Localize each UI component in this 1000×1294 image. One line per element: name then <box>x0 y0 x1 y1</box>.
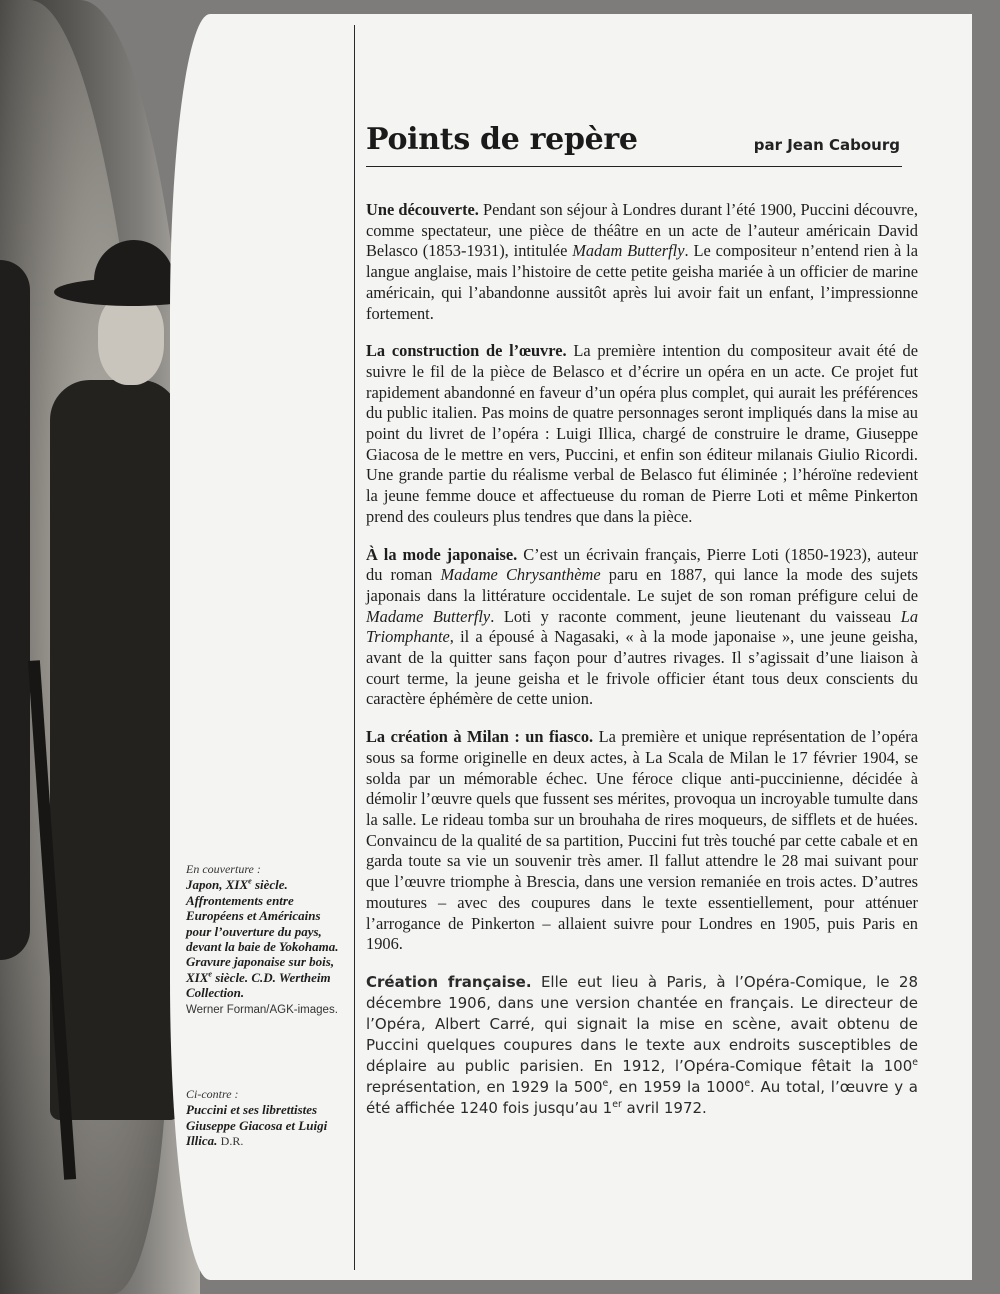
text-run: Japon, XIX <box>186 877 249 893</box>
superscript: e <box>744 1077 751 1089</box>
caption-cover <box>186 862 344 1018</box>
caption-label: Ci-contre : <box>186 1087 239 1101</box>
text-run: . Au total, l’œuvre y a été affichée 1240 fois jusqu’au 1 <box>366 1077 918 1117</box>
page-title: Points de repère <box>366 122 638 157</box>
section-lead: À la mode japonaise. <box>366 544 518 564</box>
superscript: e <box>208 969 212 979</box>
photograph-puccini-librettists <box>0 0 168 1294</box>
section-paragraph <box>366 727 918 955</box>
column-divider <box>354 25 355 1270</box>
text-run: . Loti y raconte comment, jeune lieutenant du vaisseau <box>490 606 901 626</box>
section-lead: Création française. <box>366 972 532 991</box>
photo-coat <box>50 380 180 1120</box>
section-paragraph <box>366 972 918 1119</box>
superscript: e <box>248 877 252 887</box>
text-run: La première intention du compositeur avait été de suivre le fil de la pièce de Belasco et d’écrire un opéra en un acte. Ce projet fut rapidement abandonné en faveur d’un opéra plus complet, qui aurait les préférences du public italien. Pas moins de quatre personnages seront impliqués dans la mise au point du livret de l’opéra : Luigi Illica, chargé de construire le drame, Giuseppe Giacosa de le mettre en vers, Puccini, et enfin son éditeur milanais Giulio Ricordi. Une grande partie du réalisme verbal de Belasco fut éliminée ; l’héroïne redevient la jeune femme douce et affectueuse du roman de Pierre Loti et même Pinkerton prend des couleurs plus tendres que dans la pièce. <box>366 341 919 526</box>
text-run: C’est un écrivain français, Pierre Loti (1850-1923), auteur du roman <box>366 544 918 585</box>
photo-hat <box>94 240 174 295</box>
superscript: e <box>602 1077 609 1089</box>
text-run: , en 1959 la 1000 <box>608 1077 745 1096</box>
text-run: , il a épousé à Nagasaki, « à la mode japonaise », une jeune geisha, avant de la quitter sans façon pour d’autres rivages. Il s’agissait d’une liaison à court terme, la jeune geisha et le frivole officier étant tous deux conscients du caractère éphémère de cette union. <box>366 627 918 709</box>
superscript: e <box>912 1056 918 1068</box>
photo-figure-man <box>40 240 165 1294</box>
caption-credit: Werner Forman/AGK-images. <box>186 1003 338 1016</box>
superscript: er <box>612 1098 622 1110</box>
italic-title: La Triomphante <box>366 606 919 647</box>
caption-opposite <box>186 1087 344 1150</box>
section-paragraph <box>366 341 918 527</box>
caption-label: En couverture : <box>186 862 261 876</box>
italic-title: Madame Chrysanthème <box>440 565 601 585</box>
text-run: siècle. Affrontements entre Européens et Américains pour l’ouverture du pays, devant la baie de Yokohama. Gravure japonaise sur bois, XIX <box>186 877 339 985</box>
photo-face <box>98 295 164 385</box>
section-paragraph <box>366 200 918 324</box>
text-run: paru en 1887, qui lance la mode des sujets japonais dans la littérature occidentale. Le sujet de son roman préfigure celui de <box>366 565 918 605</box>
article-body <box>366 200 918 1136</box>
text-run: avril 1972. <box>621 1098 707 1117</box>
page-header <box>366 122 902 167</box>
section-lead: Une découverte. <box>366 200 479 219</box>
photo-figure-left <box>0 260 30 960</box>
caption-text <box>186 877 339 1000</box>
caption-credit: D.R. <box>220 1134 244 1149</box>
italic-title: Madame Butterfly <box>366 606 491 626</box>
text-run: représentation, en 1929 la 500 <box>366 1077 603 1096</box>
text-run: Pendant son séjour à Londres durant l’été 1900, Puccini découvre, comme spectateur, une pièce de théâtre en un acte de l’auteur américain David Belasco (1853-1931), intitulée <box>366 200 918 261</box>
section-lead: La construction de l’œuvre. <box>366 341 567 361</box>
section-lead: La création à Milan : un fiasco. <box>366 727 594 747</box>
section-paragraph <box>366 545 918 711</box>
text-run: siècle. C.D. Wertheim Collection. <box>186 969 331 1001</box>
text-run: Elle eut lieu à Paris, à l’Opéra-Comique, le 28 décembre 1906, dans une version chantée en français. Le directeur de l’Opéra, Albert Carré, qui signait la mise en scène, avait obtenu de Puccini quelques coupures dans le texte aux endroits susceptibles de déplaire au public parisien. En 1912, l’Opéra-Comique fêtait la 100 <box>366 972 918 1075</box>
text-run: . Le compositeur n’entend rien à la langue anglaise, mais l’histoire de cette petite geisha mariée à un officier de marine américain, qui l’abandonne aussitôt après lui avoir fait un enfant, l’impressionne fortement. <box>366 241 918 323</box>
italic-title: Madam Butterfly <box>572 241 685 261</box>
author-byline: par Jean Cabourg <box>753 136 900 154</box>
caption-text <box>186 1102 327 1148</box>
text-run: La première et unique représentation de l’opéra sous sa forme originelle en deux actes, à La Scala de Milan le 17 février 1904, se solda par un mémorable échec. Une féroce clique anti-puccinienne, décidée à démolir l’œuvre quels que fussent ses mérites, provoqua un incroyable tumulte dans la salle. Le rideau tomba sur un brouhaha de rires moqueurs, de sifflets et de huées. Convaincu de la qualité de sa partition, Puccini fut très touché par cette cabale et en garda toute sa vie un souvenir très amer. Il fallut attendre le 28 mai suivant pour que l’œuvre triomphe à Brescia, dans une version remaniée en trois actes. D’autres moutures – avec des coupures dans le texte essentiellement, pour atténuer l’arrogance de Pinkerton – allaient suivre pour Londres en 1905, puis Paris en 1906. <box>366 727 918 954</box>
text-run: Puccini et ses librettistes Giuseppe Giacosa et Luigi Illica. <box>186 1102 328 1149</box>
